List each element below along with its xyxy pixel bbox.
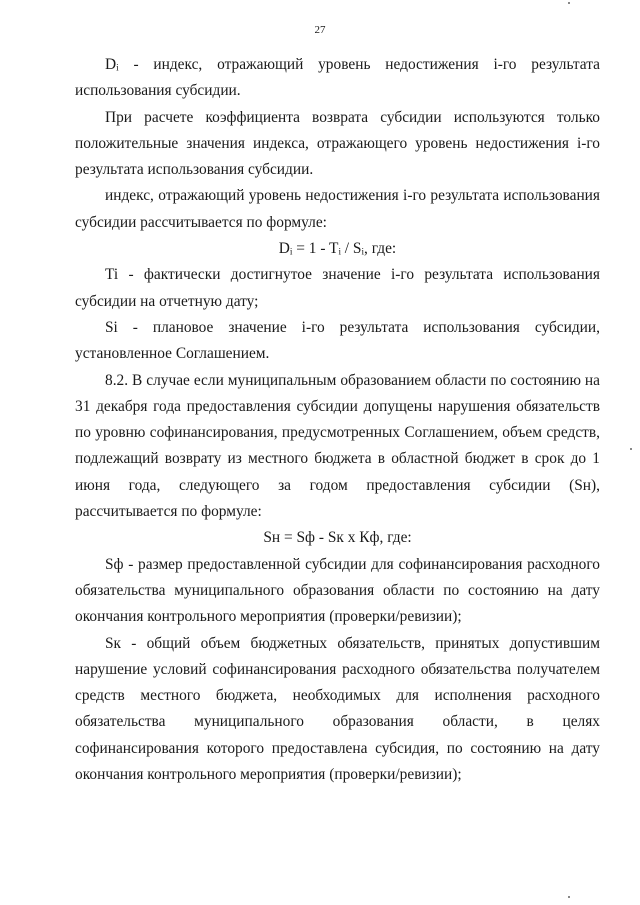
- paragraph-si-definition: Si - плановое значение i-го результата использования субсидии, установленное Соглашением.: [75, 318, 600, 363]
- paragraph-index-formula-intro: индекс, отражающий уровень недостижения i-го результата использования субсидии рассчитывается по формуле:: [75, 187, 600, 231]
- document-body: [75, 52, 600, 788]
- formula-sn: Sн = Sф - Sк x Кф, где:: [263, 529, 412, 547]
- formula-d-index: Dᵢ = 1 - Tᵢ / Sᵢ, где:: [278, 240, 397, 258]
- paragraph-sf-definition: Sф - размер предоставленной субсидии для софинансирования расходного обязательства муниципального образования области по состоянию на дату окончания контрольного мероприятия (проверки/ревизии);: [75, 555, 600, 626]
- paragraph-positive-values-note: При расчете коэффициента возврата субсидии используются только положительные значения индекса, отражающего уровень недостижения i-го результата использования субсидии.: [75, 108, 600, 179]
- scan-artifact-dot: [568, 2, 570, 4]
- page-number: 27: [314, 24, 326, 36]
- paragraph-sk-definition: Sк - общий объем бюджетных обязательств, принятых допустившим нарушение условий софинансирования расходного обязательства получателем средств местного бюджета, необходимых для исполнения расходного обязательства муниципального образования области, в целях софинансирования которого предоставлена субсидия, по состоянию на дату окончания контрольного мероприятия (проверки/ревизии);: [75, 634, 600, 784]
- paragraph-ti-definition: Ti - фактически достигнутое значение i-го результата использования субсидии на отчетную дату;: [75, 266, 600, 310]
- scan-artifact-dot: [568, 896, 570, 898]
- paragraph-section-8-2: 8.2. В случае если муниципальным образованием области по состоянию на 31 декабря года предоставления субсидии допущены нарушения обязательств по уровню софинансирования, предусмотренных Соглашением, объем средств, подлежащий возврату из местного бюджета в областной бюджет в срок до 1 июня года, следующего за годом предоставления субсидии (Sн), рассчитывается по формуле:: [75, 371, 600, 521]
- scan-artifact-dot: [630, 448, 632, 450]
- paragraph-d-index-definition: Dᵢ - индекс, отражающий уровень недостижения i-го результата использования субсидии.: [75, 56, 600, 100]
